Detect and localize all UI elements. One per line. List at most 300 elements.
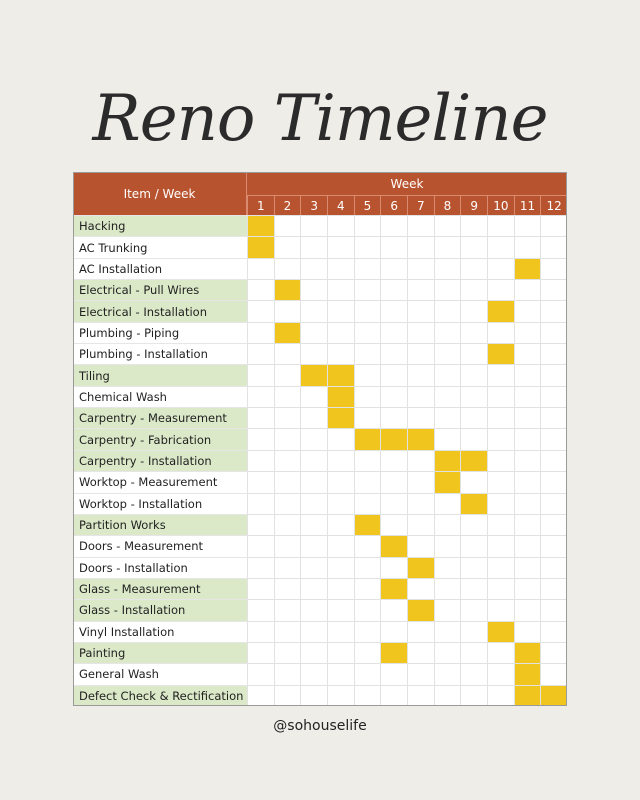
timeline-cell xyxy=(407,364,434,385)
task-label: Carpentry - Measurement xyxy=(73,407,247,428)
timeline-cell xyxy=(540,535,567,556)
timeline-cell xyxy=(434,493,461,514)
timeline-cell xyxy=(354,493,381,514)
week-3-header: 3 xyxy=(300,196,327,215)
timeline-cell xyxy=(407,450,434,471)
timeline-cell xyxy=(407,685,434,706)
timeline-cell xyxy=(487,599,514,620)
timeline-cell xyxy=(327,514,354,535)
timeline-cell xyxy=(434,236,461,257)
timeline-cell xyxy=(247,599,274,620)
timeline-table xyxy=(73,172,567,706)
timeline-cell xyxy=(380,343,407,364)
week-10-header: 10 xyxy=(487,196,514,215)
timeline-cell xyxy=(247,386,274,407)
timeline-cell xyxy=(380,514,407,535)
task-label: Worktop - Installation xyxy=(73,493,247,514)
timeline-cell xyxy=(380,279,407,300)
task-label: Doors - Installation xyxy=(73,557,247,578)
timeline-cell xyxy=(540,428,567,449)
timeline-bar-cell xyxy=(540,685,567,706)
timeline-cell xyxy=(327,557,354,578)
timeline-cell xyxy=(487,258,514,279)
timeline-cell xyxy=(514,450,541,471)
timeline-cell xyxy=(460,428,487,449)
timeline-cell xyxy=(354,599,381,620)
timeline-cell xyxy=(407,215,434,236)
timeline-cell xyxy=(327,428,354,449)
timeline-cell xyxy=(514,514,541,535)
timeline-cell xyxy=(487,407,514,428)
timeline-cell xyxy=(274,215,301,236)
timeline-cell xyxy=(407,578,434,599)
timeline-cell xyxy=(327,322,354,343)
timeline-cell xyxy=(274,535,301,556)
timeline-cell xyxy=(300,535,327,556)
timeline-cell xyxy=(540,642,567,663)
timeline-cell xyxy=(540,621,567,642)
timeline-cell xyxy=(434,215,461,236)
timeline-bar-cell xyxy=(380,535,407,556)
timeline-cell xyxy=(460,535,487,556)
timeline-cell xyxy=(434,428,461,449)
timeline-cell xyxy=(274,343,301,364)
timeline-bar-cell xyxy=(354,514,381,535)
timeline-cell xyxy=(460,322,487,343)
task-label: Plumbing - Installation xyxy=(73,343,247,364)
timeline-cell xyxy=(354,407,381,428)
timeline-cell xyxy=(460,386,487,407)
timeline-cell xyxy=(407,642,434,663)
timeline-bar-cell xyxy=(434,471,461,492)
timeline-cell xyxy=(380,386,407,407)
timeline-cell xyxy=(380,599,407,620)
timeline-cell xyxy=(514,215,541,236)
timeline-bar-cell xyxy=(434,450,461,471)
task-label: Electrical - Installation xyxy=(73,300,247,321)
timeline-cell xyxy=(407,663,434,684)
task-label: Painting xyxy=(73,642,247,663)
week-6-header: 6 xyxy=(380,196,407,215)
timeline-cell xyxy=(327,215,354,236)
timeline-bar-cell xyxy=(407,599,434,620)
timeline-cell xyxy=(327,343,354,364)
timeline-bar-cell xyxy=(274,279,301,300)
week-11-header: 11 xyxy=(514,196,541,215)
timeline-cell xyxy=(247,450,274,471)
timeline-cell xyxy=(514,428,541,449)
timeline-cell xyxy=(274,471,301,492)
timeline-cell xyxy=(514,279,541,300)
timeline-cell xyxy=(487,322,514,343)
timeline-cell xyxy=(514,343,541,364)
timeline-cell xyxy=(434,343,461,364)
task-label: Vinyl Installation xyxy=(73,621,247,642)
timeline-cell xyxy=(540,279,567,300)
timeline-cell xyxy=(327,493,354,514)
timeline-cell xyxy=(274,514,301,535)
timeline-cell xyxy=(300,343,327,364)
timeline-cell xyxy=(514,300,541,321)
timeline-cell xyxy=(380,364,407,385)
timeline-cell xyxy=(434,300,461,321)
timeline-cell xyxy=(434,364,461,385)
timeline-cell xyxy=(487,279,514,300)
timeline-cell xyxy=(300,407,327,428)
timeline-cell xyxy=(247,258,274,279)
timeline-cell xyxy=(380,557,407,578)
timeline-cell xyxy=(247,343,274,364)
timeline-cell xyxy=(487,642,514,663)
task-label: AC Installation xyxy=(73,258,247,279)
timeline-bar-cell xyxy=(514,663,541,684)
timeline-cell xyxy=(327,279,354,300)
timeline-cell xyxy=(354,279,381,300)
timeline-cell xyxy=(354,578,381,599)
task-label: Chemical Wash xyxy=(73,386,247,407)
timeline-bar-cell xyxy=(247,236,274,257)
timeline-cell xyxy=(434,685,461,706)
timeline-cell xyxy=(354,343,381,364)
timeline-cell xyxy=(274,557,301,578)
timeline-cell xyxy=(407,514,434,535)
timeline-cell xyxy=(407,300,434,321)
timeline-cell xyxy=(460,642,487,663)
timeline-cell xyxy=(434,642,461,663)
timeline-cell xyxy=(327,599,354,620)
timeline-cell xyxy=(434,322,461,343)
timeline-cell xyxy=(460,578,487,599)
timeline-cell xyxy=(407,322,434,343)
timeline-cell xyxy=(487,428,514,449)
timeline-cell xyxy=(407,407,434,428)
timeline-cell xyxy=(300,493,327,514)
week-header: Week xyxy=(247,172,567,196)
timeline-cell xyxy=(540,514,567,535)
timeline-cell xyxy=(460,514,487,535)
timeline-cell xyxy=(354,386,381,407)
task-label: Tiling xyxy=(73,364,247,385)
timeline-cell xyxy=(514,322,541,343)
timeline-bar-cell xyxy=(247,215,274,236)
timeline-cell xyxy=(300,236,327,257)
page-title: Reno Timeline xyxy=(92,82,548,156)
timeline-cell xyxy=(434,578,461,599)
timeline-cell xyxy=(487,215,514,236)
timeline-cell xyxy=(487,514,514,535)
timeline-cell xyxy=(327,663,354,684)
timeline-cell xyxy=(247,557,274,578)
timeline-cell xyxy=(514,578,541,599)
timeline-cell xyxy=(487,535,514,556)
timeline-cell xyxy=(247,535,274,556)
task-label: Glass - Measurement xyxy=(73,578,247,599)
timeline-cell xyxy=(380,621,407,642)
timeline-cell xyxy=(380,493,407,514)
task-label: Glass - Installation xyxy=(73,599,247,620)
timeline-cell xyxy=(327,258,354,279)
timeline-cell xyxy=(487,578,514,599)
timeline-cell xyxy=(540,386,567,407)
timeline-cell xyxy=(380,407,407,428)
week-5-header: 5 xyxy=(354,196,381,215)
timeline-cell xyxy=(434,663,461,684)
timeline-cell xyxy=(300,578,327,599)
timeline-cell xyxy=(327,621,354,642)
timeline-cell xyxy=(407,535,434,556)
timeline-bar-cell xyxy=(487,621,514,642)
timeline-bar-cell xyxy=(274,322,301,343)
task-label: Worktop - Measurement xyxy=(73,471,247,492)
timeline-cell xyxy=(274,685,301,706)
timeline-cell xyxy=(380,663,407,684)
footer-handle: @sohouselife xyxy=(273,718,367,734)
timeline-cell xyxy=(327,578,354,599)
timeline-cell xyxy=(407,343,434,364)
week-4-header: 4 xyxy=(327,196,354,215)
timeline-bar-cell xyxy=(380,578,407,599)
timeline-cell xyxy=(434,258,461,279)
timeline-cell xyxy=(274,578,301,599)
timeline-cell xyxy=(407,279,434,300)
timeline-cell xyxy=(300,663,327,684)
timeline-bar-cell xyxy=(460,450,487,471)
timeline-bar-cell xyxy=(514,642,541,663)
timeline-cell xyxy=(487,663,514,684)
timeline-cell xyxy=(274,663,301,684)
timeline-cell xyxy=(540,300,567,321)
timeline-cell xyxy=(247,300,274,321)
timeline-cell xyxy=(354,215,381,236)
timeline-cell xyxy=(327,300,354,321)
timeline-cell xyxy=(487,386,514,407)
timeline-bar-cell xyxy=(380,428,407,449)
timeline-cell xyxy=(247,642,274,663)
timeline-cell xyxy=(380,236,407,257)
timeline-cell xyxy=(354,685,381,706)
timeline-cell xyxy=(540,599,567,620)
timeline-cell xyxy=(354,642,381,663)
timeline-cell xyxy=(274,621,301,642)
timeline-cell xyxy=(460,343,487,364)
timeline-cell xyxy=(540,364,567,385)
task-label: Carpentry - Installation xyxy=(73,450,247,471)
timeline-cell xyxy=(514,535,541,556)
timeline-bar-cell xyxy=(300,364,327,385)
timeline-cell xyxy=(300,514,327,535)
timeline-cell xyxy=(274,407,301,428)
timeline-cell xyxy=(460,663,487,684)
timeline-cell xyxy=(487,450,514,471)
timeline-cell xyxy=(354,535,381,556)
timeline-cell xyxy=(380,685,407,706)
task-label: Defect Check & Rectification xyxy=(73,685,247,706)
timeline-cell xyxy=(434,407,461,428)
timeline-cell xyxy=(300,386,327,407)
timeline-cell xyxy=(514,236,541,257)
timeline-cell xyxy=(300,599,327,620)
timeline-cell xyxy=(540,236,567,257)
timeline-cell xyxy=(540,557,567,578)
timeline-cell xyxy=(434,279,461,300)
timeline-cell xyxy=(300,471,327,492)
timeline-cell xyxy=(354,557,381,578)
timeline-cell xyxy=(354,450,381,471)
timeline-cell xyxy=(514,471,541,492)
timeline-bar-cell xyxy=(327,407,354,428)
timeline-cell xyxy=(380,300,407,321)
timeline-cell xyxy=(327,236,354,257)
timeline-bar-cell xyxy=(487,300,514,321)
timeline-cell xyxy=(407,258,434,279)
timeline-cell xyxy=(460,258,487,279)
task-label: Hacking xyxy=(73,215,247,236)
timeline-cell xyxy=(434,386,461,407)
task-label: Doors - Measurement xyxy=(73,535,247,556)
timeline-cell xyxy=(540,215,567,236)
timeline-cell xyxy=(247,364,274,385)
timeline-cell xyxy=(460,557,487,578)
timeline-cell xyxy=(514,557,541,578)
task-label: AC Trunking xyxy=(73,236,247,257)
timeline-cell xyxy=(434,599,461,620)
timeline-cell xyxy=(460,300,487,321)
item-week-header: Item / Week xyxy=(73,172,247,215)
timeline-cell xyxy=(407,471,434,492)
timeline-bar-cell xyxy=(354,428,381,449)
timeline-cell xyxy=(300,322,327,343)
timeline-cell xyxy=(300,279,327,300)
timeline-cell xyxy=(300,450,327,471)
timeline-cell xyxy=(327,642,354,663)
timeline-cell xyxy=(247,578,274,599)
week-8-header: 8 xyxy=(434,196,461,215)
timeline-bar-cell xyxy=(514,685,541,706)
timeline-cell xyxy=(300,300,327,321)
week-2-header: 2 xyxy=(274,196,301,215)
timeline-cell xyxy=(540,493,567,514)
task-label: Carpentry - Fabrication xyxy=(73,428,247,449)
timeline-cell xyxy=(327,685,354,706)
timeline-cell xyxy=(354,236,381,257)
timeline-cell xyxy=(434,514,461,535)
timeline-cell xyxy=(247,322,274,343)
timeline-cell xyxy=(460,471,487,492)
timeline-cell xyxy=(380,215,407,236)
timeline-cell xyxy=(380,450,407,471)
timeline-cell xyxy=(380,322,407,343)
timeline-cell xyxy=(300,621,327,642)
timeline-cell xyxy=(274,258,301,279)
timeline-bar-cell xyxy=(327,364,354,385)
timeline-cell xyxy=(514,386,541,407)
timeline-bar-cell xyxy=(460,493,487,514)
timeline-cell xyxy=(247,621,274,642)
timeline-cell xyxy=(327,450,354,471)
timeline-cell xyxy=(300,215,327,236)
timeline-cell xyxy=(380,471,407,492)
timeline-cell xyxy=(487,236,514,257)
week-7-header: 7 xyxy=(407,196,434,215)
timeline-cell xyxy=(274,300,301,321)
timeline-bar-cell xyxy=(514,258,541,279)
timeline-cell xyxy=(487,471,514,492)
task-label: Plumbing - Piping xyxy=(73,322,247,343)
timeline-cell xyxy=(540,258,567,279)
timeline-cell xyxy=(514,364,541,385)
timeline-cell xyxy=(274,364,301,385)
timeline-cell xyxy=(407,621,434,642)
timeline-cell xyxy=(514,621,541,642)
timeline-bar-cell xyxy=(380,642,407,663)
timeline-cell xyxy=(300,428,327,449)
timeline-cell xyxy=(434,535,461,556)
timeline-cell xyxy=(540,322,567,343)
timeline-cell xyxy=(540,471,567,492)
timeline-cell xyxy=(460,621,487,642)
timeline-bar-cell xyxy=(487,343,514,364)
week-9-header: 9 xyxy=(460,196,487,215)
timeline-cell xyxy=(460,279,487,300)
timeline-cell xyxy=(460,236,487,257)
timeline-cell xyxy=(540,407,567,428)
timeline-bar-cell xyxy=(407,428,434,449)
task-label: Electrical - Pull Wires xyxy=(73,279,247,300)
timeline-cell xyxy=(354,621,381,642)
timeline-cell xyxy=(540,450,567,471)
timeline-cell xyxy=(407,236,434,257)
timeline-cell xyxy=(300,557,327,578)
timeline-cell xyxy=(274,450,301,471)
timeline-cell xyxy=(274,642,301,663)
timeline-cell xyxy=(354,663,381,684)
timeline-cell xyxy=(354,471,381,492)
timeline-cell xyxy=(540,578,567,599)
timeline-cell xyxy=(514,599,541,620)
timeline-cell xyxy=(460,215,487,236)
timeline-cell xyxy=(327,471,354,492)
timeline-cell xyxy=(514,493,541,514)
week-12-header: 12 xyxy=(540,196,567,215)
timeline-cell xyxy=(247,428,274,449)
timeline-cell xyxy=(354,322,381,343)
timeline-cell xyxy=(247,493,274,514)
timeline-cell xyxy=(380,258,407,279)
timeline-cell xyxy=(354,364,381,385)
timeline-cell xyxy=(354,300,381,321)
timeline-cell xyxy=(487,364,514,385)
timeline-cell xyxy=(460,599,487,620)
timeline-cell xyxy=(300,258,327,279)
timeline-cell xyxy=(434,621,461,642)
timeline-cell xyxy=(540,343,567,364)
timeline-cell xyxy=(354,258,381,279)
timeline-cell xyxy=(247,514,274,535)
timeline-cell xyxy=(247,685,274,706)
timeline-cell xyxy=(487,493,514,514)
timeline-cell xyxy=(487,685,514,706)
timeline-cell xyxy=(540,663,567,684)
timeline-cell xyxy=(460,685,487,706)
timeline-cell xyxy=(460,407,487,428)
timeline-cell xyxy=(487,557,514,578)
timeline-bar-cell xyxy=(327,386,354,407)
timeline-cell xyxy=(327,535,354,556)
timeline-cell xyxy=(247,407,274,428)
timeline-cell xyxy=(514,407,541,428)
timeline-cell xyxy=(407,493,434,514)
timeline-cell xyxy=(460,364,487,385)
